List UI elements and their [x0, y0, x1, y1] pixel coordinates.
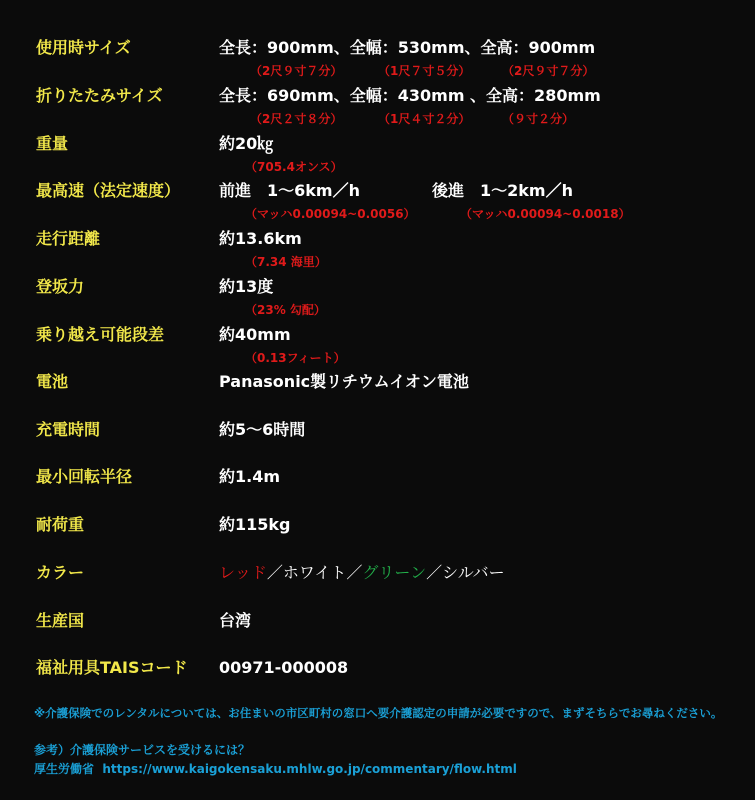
spec-sub: （2尺９寸７分） — [502, 64, 595, 78]
spec-value: 約13度 — [219, 277, 274, 296]
spec-label: 電池 — [36, 372, 69, 391]
spec-sub: （マッハ0.00094~0.0018） — [460, 207, 631, 221]
reference-note: 参考）介護保険サービスを受けるには？ — [34, 743, 251, 757]
color-separator: ／ — [426, 563, 443, 582]
spec-sub: （2尺９寸７分） — [250, 64, 343, 78]
ministry-link-line — [34, 761, 517, 777]
spec-sub: （23% 勾配） — [245, 303, 326, 317]
spec-value: 全長：900mm、全幅：530mm、全高：900mm — [219, 38, 596, 57]
spec-sub: （2尺２寸８分） — [250, 112, 343, 126]
spec-label: 折りたたみサイズ — [36, 86, 163, 105]
color-white: ホワイト — [282, 563, 347, 582]
spec-sub: （マッハ0.00094~0.0056） — [245, 207, 416, 221]
spec-sub: （7.34 海里） — [245, 255, 327, 269]
spec-label: 走行距離 — [36, 229, 101, 248]
spec-sub: （1尺４寸２分） — [378, 112, 471, 126]
color-list — [219, 563, 505, 583]
color-silver: シルバー — [442, 563, 505, 582]
spec-label: 生産国 — [36, 611, 85, 630]
color-red: レッド — [219, 563, 267, 582]
color-green: グリーン — [362, 563, 427, 582]
spec-label: 最高速（法定速度） — [36, 181, 181, 200]
spec-sub: （1尺７寸５分） — [378, 64, 471, 78]
spec-sub: （0.13フィート） — [245, 351, 346, 365]
spec-label: 登坂力 — [36, 277, 85, 296]
ministry-name: 厚生労働省 — [34, 762, 95, 776]
spec-value: 台湾 — [219, 611, 252, 630]
spec-value: 約20㎏ — [219, 134, 274, 153]
spec-value: Panasonic製リチウムイオン電池 — [219, 372, 469, 391]
spec-sub: （９寸２分） — [502, 112, 575, 126]
spec-value: 全長：690mm、全幅：430mm 、全高：280mm — [219, 86, 601, 105]
spec-value: 00971-000008 — [219, 658, 349, 677]
spec-label: 耐荷重 — [36, 515, 85, 534]
color-separator: ／ — [346, 563, 363, 582]
spec-label: 乗り越え可能段差 — [36, 325, 165, 344]
ministry-url-link[interactable]: https://www.kaigokensaku.mhlw.go.jp/commentary/flow.html — [102, 762, 517, 776]
color-separator: ／ — [266, 563, 283, 582]
spec-value: 約115kg — [219, 515, 291, 534]
spec-label: 使用時サイズ — [36, 38, 131, 57]
spec-label: 重量 — [36, 134, 69, 153]
spec-value-forward: 前進 1～6km／h — [219, 181, 360, 200]
spec-value-backward: 後進 1～2km／h — [432, 181, 573, 200]
spec-label: 最小回転半径 — [36, 467, 133, 486]
spec-value: 約5～6時間 — [219, 420, 306, 439]
spec-label: 充電時間 — [36, 420, 101, 439]
spec-label: カラー — [36, 563, 85, 582]
spec-value: 約40mm — [219, 325, 291, 344]
spec-value: 約13.6km — [219, 229, 302, 248]
spec-label: 福祉用具TAISコード — [36, 658, 188, 677]
spec-value: 約1.4m — [219, 467, 281, 486]
insurance-note: ※介護保険でのレンタルについては、お住まいの市区町村の窓口へ要介護認定の申請が必要ですので、まずそちらでお尋ねください。 — [34, 706, 723, 720]
spec-sub: （705.4オンス） — [245, 160, 343, 174]
